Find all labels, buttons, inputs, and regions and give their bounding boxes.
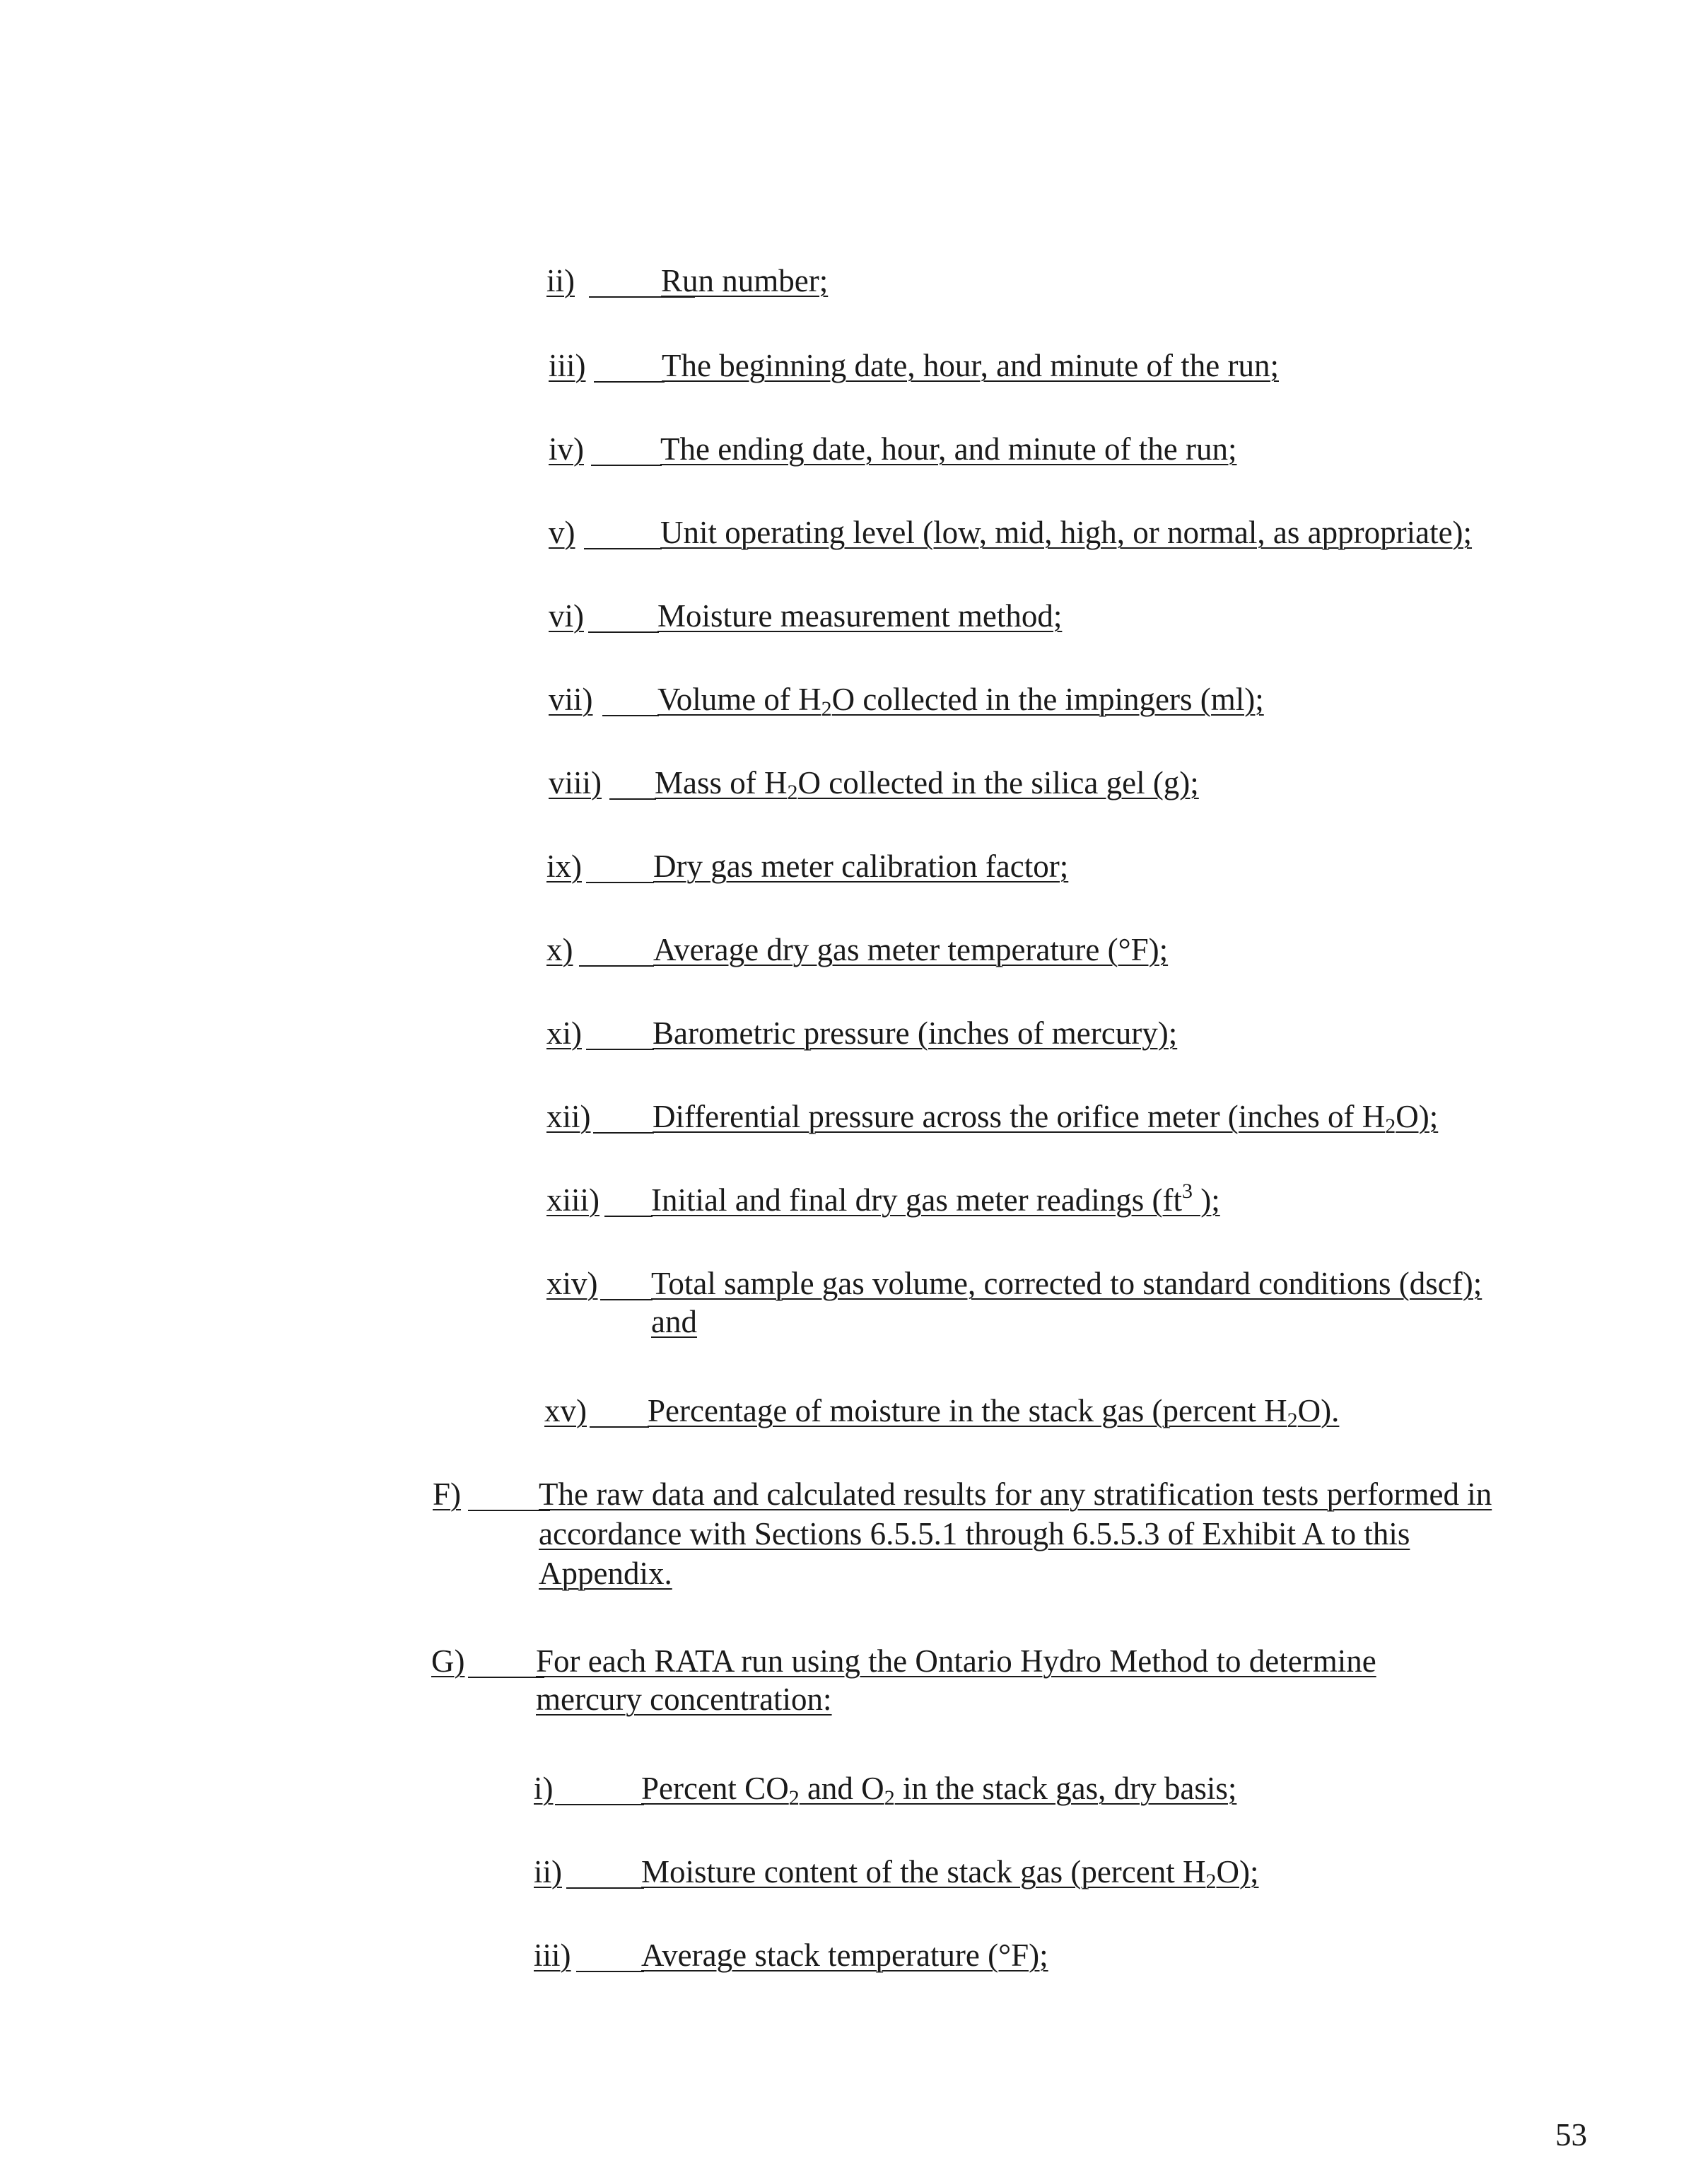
item-number: viii) <box>549 765 602 800</box>
list-item <box>546 1179 1607 1222</box>
item-number: x) <box>546 932 573 967</box>
item-text: Unit operating level (low, mid, high, or normal, as appropriate); <box>660 515 1473 550</box>
item-number: iii) <box>549 348 586 383</box>
item-text-line1: Total sample gas volume, corrected to standard conditions (dscf); <box>651 1266 1482 1301</box>
list-item-g <box>431 1641 1633 1725</box>
list-item <box>549 679 1609 721</box>
list-item <box>549 429 1609 471</box>
item-text-line2: accordance with Sections 6.5.5.1 through 6.5.5.3 of Exhibit A to this <box>539 1516 1410 1551</box>
item-text-line3: Appendix. <box>539 1556 672 1591</box>
item-text: Percent $CO_2$ and $O_2$ in the stack gas, dry basis; <box>641 1771 1237 1810</box>
item-text: Moisture measurement method; <box>657 598 1063 634</box>
item-text: Barometric pressure (inches of mercury); <box>653 1015 1178 1051</box>
item-text: Dry gas meter calibration factor; <box>653 849 1069 884</box>
list-item <box>534 1851 1594 1894</box>
item-text-line2: and <box>651 1304 697 1339</box>
item-number: vii) <box>549 682 593 717</box>
item-number: xii) <box>546 1099 591 1134</box>
list-item <box>546 1263 1607 1346</box>
list-item <box>546 846 1607 888</box>
item-text: The beginning date, hour, and minute of the run; <box>662 348 1279 383</box>
list-item <box>544 1390 1605 1433</box>
item-number: xiii) <box>546 1182 599 1218</box>
item-number: ii) <box>546 263 575 298</box>
item-number: iii) <box>534 1938 571 1973</box>
list-item-f <box>433 1474 1634 1601</box>
list-item <box>546 929 1607 972</box>
item-text-line1: The raw data and calculated results for any stratification tests performed in <box>539 1476 1492 1512</box>
page-number: 53 <box>1555 2117 1587 2153</box>
list-item <box>549 595 1609 638</box>
item-number: G) <box>431 1643 465 1679</box>
item-text: Volume of $H_2O$ collected in the impingers (ml); <box>657 682 1264 721</box>
item-number: vi) <box>549 598 584 634</box>
item-text: Initial and final dry gas meter readings ($ft^3$ ); <box>651 1179 1220 1218</box>
list-item <box>546 260 1607 303</box>
item-text: Run number; <box>661 263 829 298</box>
item-number: ii) <box>534 1854 562 1889</box>
item-number: xv) <box>544 1393 587 1428</box>
list-item <box>534 1935 1594 1977</box>
item-number: F) <box>433 1476 462 1512</box>
item-text: Average dry gas meter temperature (°F); <box>653 932 1169 967</box>
item-number: ix) <box>546 849 582 884</box>
item-number: xiv) <box>546 1266 598 1301</box>
item-text: Mass of $H_2O$ collected in the silica gel (g); <box>655 765 1199 804</box>
item-text: The ending date, hour, and minute of the run; <box>660 431 1237 467</box>
item-text: Percentage of moisture in the stack gas (percent $H_2O$). <box>648 1393 1340 1432</box>
list-item <box>549 512 1609 554</box>
item-text: Moisture content of the stack gas (percent $H_2O$); <box>641 1854 1259 1893</box>
list-item <box>546 1013 1607 1055</box>
list-item <box>546 1096 1607 1138</box>
list-item <box>549 762 1609 805</box>
item-text-line2: mercury concentration: <box>536 1682 832 1717</box>
item-text: Differential pressure across the orifice meter (inches of $H_2O$); <box>653 1099 1439 1138</box>
item-number: iv) <box>549 431 584 467</box>
item-number: i) <box>534 1771 554 1806</box>
item-number: xi) <box>546 1015 582 1051</box>
list-item <box>549 345 1609 388</box>
item-text: Average stack temperature (°F); <box>641 1938 1048 1973</box>
item-text-line1: For each RATA run using the Ontario Hydro Method to determine <box>536 1643 1376 1679</box>
item-number: v) <box>549 515 575 550</box>
list-item <box>534 1768 1594 1810</box>
